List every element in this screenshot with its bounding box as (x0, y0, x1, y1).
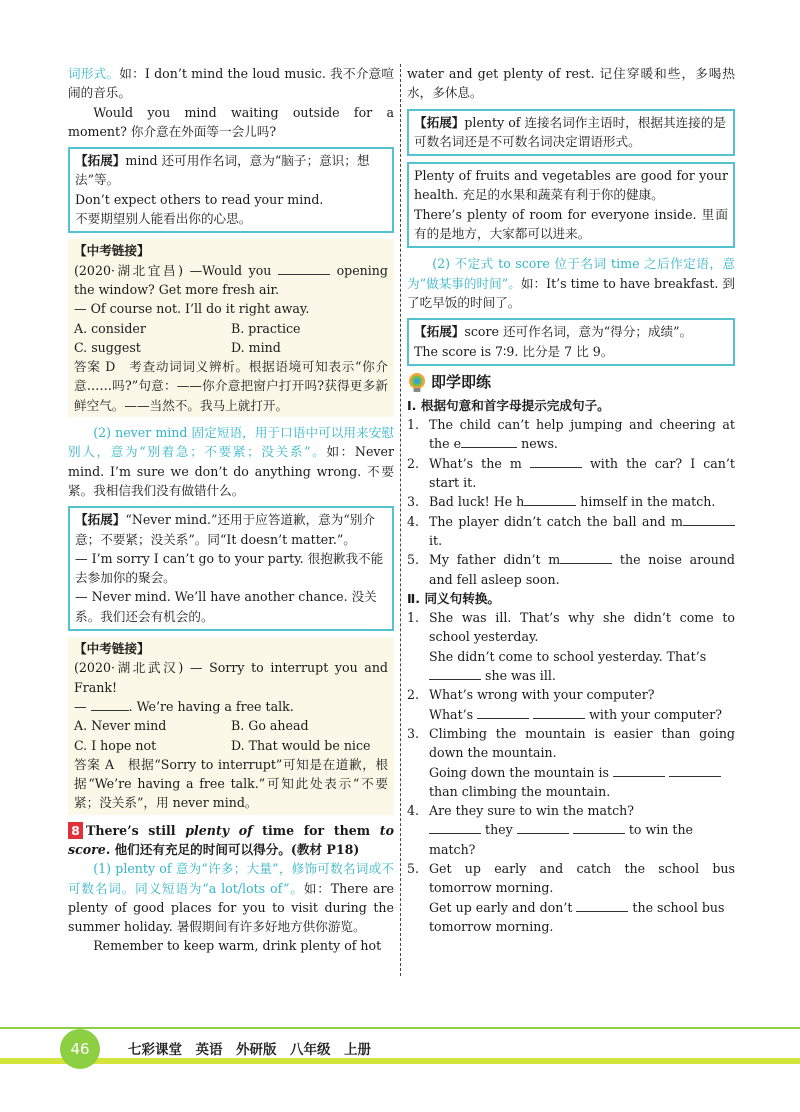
exercise-target: they to win the match? (429, 822, 694, 857)
column-divider (400, 64, 401, 976)
exercise-target: What’s with your computer? (429, 706, 722, 722)
page-number: 46 (60, 1029, 100, 1069)
answer-blank[interactable] (517, 821, 569, 834)
question-reply: — Of course not. I’ll do it right away. (74, 301, 310, 317)
footer-title: 七彩课堂 英语 外研版 八年级 上册 (128, 1042, 371, 1058)
exercise-item: 2. What’s wrong with your computer? (407, 687, 655, 703)
right-column (407, 64, 735, 936)
answer-blank[interactable] (683, 513, 735, 526)
exercise-item: 5. My father didn’t m the noise around and fell asleep soon. (407, 552, 735, 587)
exercise-item: 1. She was ill. That’s why she didn’t come to school yesterday. (407, 610, 735, 645)
key-sentence: 8 There’s still plenty of time for them to score. 他们还有充足的时间可以得分。(教材 P18) (68, 822, 394, 857)
extension-box (68, 147, 394, 233)
exercise-target: She didn’t come to school yesterday. That’s she was ill. (429, 648, 707, 684)
example: The score is 7∶9. 比分是 7 比 9。 (414, 343, 614, 359)
exercise-target: Going down the mountain is than climbing the mountain. (407, 763, 735, 802)
extension-box: 【拓展】plenty of 连接名词作主语时，根据其连接的是可数名词还是不可数名词决定谓语形式。 (407, 109, 735, 157)
example-zh: 不要期望别人能看出你的心思。 (75, 211, 252, 227)
extension-box: 【拓展】score 还可作名词，意为“得分；成绩”。 The score is 7∶9. 比分是 7 比 9。 (407, 318, 735, 366)
answer-blank[interactable] (477, 706, 529, 719)
options (74, 319, 388, 358)
example: Plenty of fruits and vegetables are good for your health. 充足的水果和蔬菜有利于你的健康。 (414, 168, 728, 203)
answer-blank[interactable] (524, 493, 576, 506)
question: (2020·湖北宜昌) —Would you opening the window? Get more fresh air. (74, 262, 388, 297)
option: D. That would be nice (231, 737, 371, 753)
answer-blank[interactable] (91, 698, 129, 711)
option: B. Go ahead (231, 718, 309, 734)
exercise-item: 3. Climbing the mountain is easier than going down the mountain. (407, 725, 735, 761)
footer-decoration (0, 1026, 800, 1066)
options (74, 716, 388, 755)
option: C. I hope not (74, 737, 157, 753)
paragraph: (1) plenty of 意为“许多；大量”，修饰可数名词或不可数名词。同义短语为“a lot/lots of”。如：There are plenty of good places for you to visit during the summer holiday. 暑假期间有许多好地方供你游览。 (68, 861, 394, 935)
answer-blank[interactable] (560, 551, 612, 564)
paragraph: Remember to keep warm, drink plenty of hot (93, 938, 382, 954)
answer-blank[interactable] (613, 764, 665, 777)
answer-blank[interactable] (429, 667, 481, 680)
exam-link-box (68, 239, 394, 417)
question: (2020·湖北武汉) — Sorry to interrupt you and Frank! (74, 660, 388, 695)
option: A. Never mind (74, 718, 167, 734)
option: A. consider (74, 320, 146, 336)
box-label: 【拓展】 (75, 153, 126, 169)
answer-explanation: 答案 A 根据“Sorry to interrupt”可知是在道歉，根据“We’re having a free talk.”可知此处表示“不要紧；没关系”，用 never mind。 (74, 756, 388, 811)
answer-blank[interactable] (429, 821, 481, 834)
answer-blank[interactable] (576, 899, 628, 912)
exercise-item: 5. Get up early and catch the school bus tomorrow morning. (407, 860, 735, 896)
text: 如：I don’t mind the loud music. 我不介意喧闹的音乐。 (68, 66, 394, 101)
exercise-item: 2. What’s the m with the car? I can’t start it. (407, 455, 735, 491)
answer-blank[interactable] (278, 262, 330, 275)
paragraph: Would you mind waiting outside for a moment? 你介意在外面等一会儿吗? (68, 104, 394, 139)
paragraph: (2) 不定式 to score 位于名词 time 之后作定语，意为“做某事的时间”。如：It’s time to have breakfast. 到了吃早饭的时间了。 (407, 256, 735, 310)
example-en: Don’t expect others to read your mind. (75, 191, 324, 207)
example-box (407, 162, 735, 248)
exercise-item: 1. The child can’t help jumping and cheering at the e news. (407, 417, 735, 452)
practice-header (407, 372, 735, 394)
teal-text: 词形式。 (68, 66, 120, 81)
exam-link-box (68, 637, 394, 815)
paragraph: (2) never mind 固定短语，用于口语中可以用来安慰别人，意为“别着急；不要紧；没关系”。如：Never mind. I’m sure we don’t do anything wrong. 不要紧。我相信我们没有做错什么。 (68, 425, 394, 498)
left-column (68, 64, 394, 956)
answer-blank[interactable] (530, 455, 582, 468)
section-heading: Ⅱ. 同义句转换。 (407, 590, 501, 606)
exercise-item: 4. The player didn’t catch the ball and m it. (407, 512, 735, 551)
answer-blank[interactable] (533, 706, 585, 719)
exercise-item: 4. Are they sure to win the match? (407, 803, 634, 819)
answer-blank[interactable] (669, 764, 721, 777)
answer-explanation: 答案 D 考查动词词义辨析。根据语境可知表示“你介意……吗?”句意：——你介意把窗户打开吗?获得更多新鲜空气。——当然不。我马上就打开。 (74, 359, 388, 413)
exercise-item: 3. Bad luck! He h himself in the match. (407, 494, 716, 510)
paragraph: water and get plenty of rest. 记住穿暖和些，多喝热水，多休息。 (407, 66, 735, 101)
exercise-target: Get up early and don’t the school bus tomorrow morning. (429, 899, 725, 934)
box-text: mind 还可用作名词，意为“脑子；意识；想法”等。 (75, 153, 370, 188)
option: D. mind (231, 339, 281, 355)
item-number-badge: 8 (68, 822, 83, 839)
lightbulb-icon (407, 372, 427, 394)
example: — Never mind. We’ll have another chance. 没关系。我们还会有机会的。 (75, 589, 377, 624)
practice-title: 即学即练 (431, 373, 492, 392)
option: C. suggest (74, 339, 141, 355)
question-reply: — . We’re having a free talk. (74, 698, 294, 714)
answer-blank[interactable] (461, 435, 517, 448)
section-heading: Ⅰ. 根据句意和首字母提示完成句子。 (407, 397, 610, 413)
example: There’s plenty of room for everyone inside. 里面有的是地方，大家都可以进来。 (414, 206, 728, 242)
exam-link-title: 【中考链接】 (74, 243, 150, 259)
example: — I’m sorry I can’t go to your party. 很抱歉我不能去参加你的聚会。 (75, 550, 384, 586)
option: B. practice (231, 320, 301, 336)
extension-box: 【拓展】“Never mind.”还用于应答道歉，意为“别介意；不要紧；没关系”。同“It doesn’t matter.”。 — I’m sorry I can’t go to your party. 很抱歉我不能去参加你的聚会。 — Never mind. We’ll have another chance. 没关系。我们还会有机会的。 (68, 506, 394, 631)
answer-blank[interactable] (573, 821, 625, 834)
paragraph (68, 64, 394, 103)
exam-link-title: 【中考链接】 (74, 641, 150, 657)
